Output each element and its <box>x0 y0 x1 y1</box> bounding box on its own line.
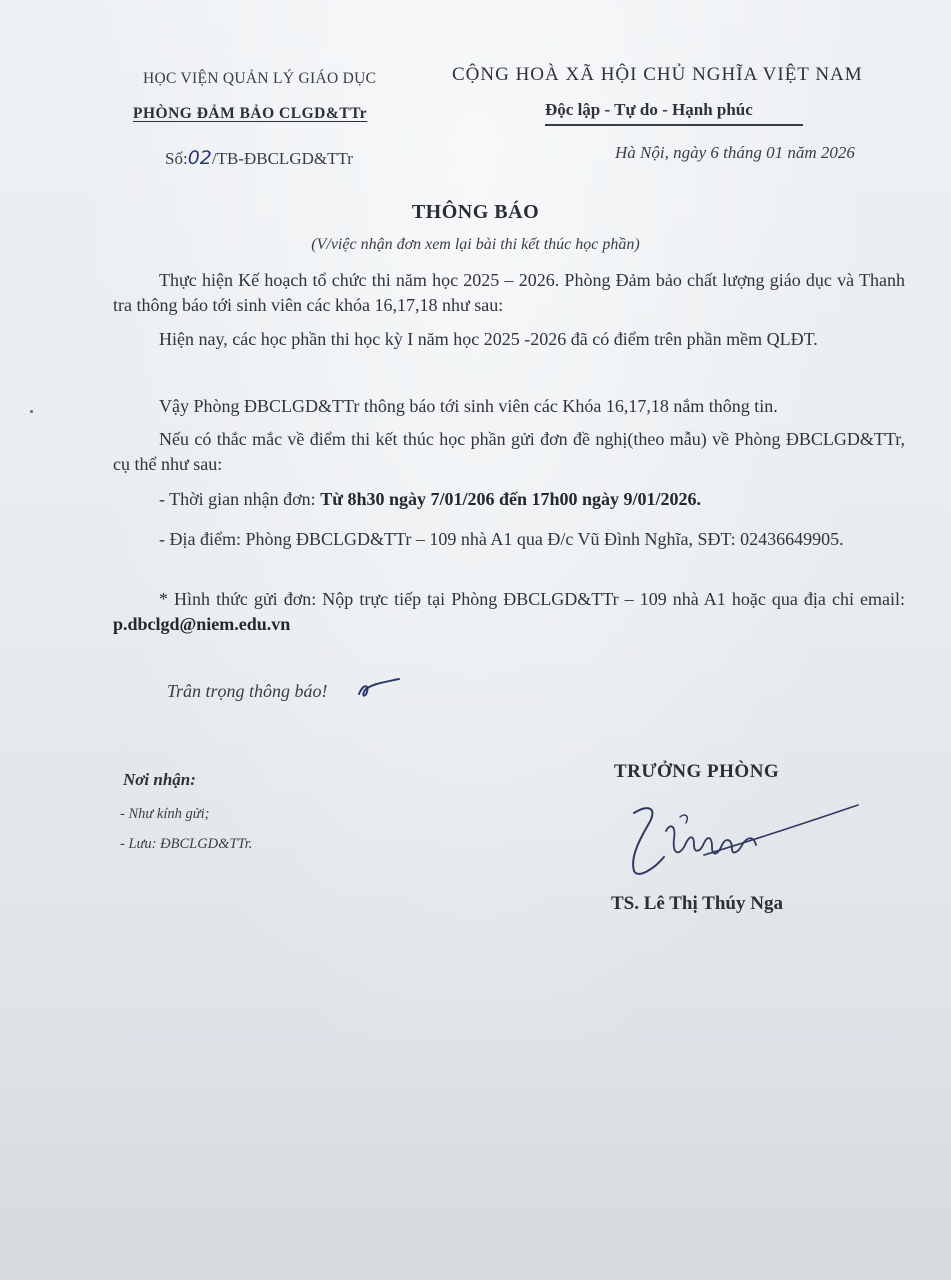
doc-number-handwritten: 02 <box>187 147 212 169</box>
motto-underline <box>545 124 803 126</box>
signer-name: TS. Lê Thị Thúy Nga <box>611 893 783 914</box>
document-title: THÔNG BÁO <box>411 201 540 223</box>
signer-title: TRƯỞNG PHÒNG <box>614 761 780 782</box>
body-paragraph-2 <box>113 327 905 352</box>
receiving-location-text: - Địa điểm: Phòng ĐBCLGD&TTr – 109 nhà A1 qua Đ/c Vũ Đình Nghĩa, SĐT: 02436649905. <box>159 529 844 549</box>
department-name <box>133 105 367 123</box>
organization-name: HỌC VIỆN QUẢN LÝ GIÁO DỤC <box>143 70 377 87</box>
receiving-time <box>113 487 905 512</box>
body-paragraph-1 <box>113 268 905 318</box>
document-number <box>165 147 353 169</box>
receiving-time-value: Từ 8h30 ngày 7/01/206 đến 17h00 ngày 9/01/2026. <box>320 489 702 509</box>
submission-method-label: * Hình thức gửi đơn: Nộp trực tiếp tại Phòng ĐBCLGD&TTr – 109 nhà A1 hoặc qua địa chỉ email: <box>159 589 905 609</box>
closing-pen-mark <box>355 676 405 702</box>
nation-heading: CỘNG HOÀ XÃ HỘI CHỦ NGHĨA VIỆT NAM <box>452 64 863 85</box>
body-paragraph-4 <box>113 427 905 477</box>
recipient-item: - Lưu: ĐBCLGD&TTr. <box>120 836 253 852</box>
national-motto: Độc lập - Tự do - Hạnh phúc <box>545 100 753 119</box>
body-paragraph-3 <box>113 394 905 419</box>
body-paragraph-4-text: Nếu có thắc mắc về điểm thi kết thúc học phần gửi đơn đề nghị(theo mẫu) về Phòng ĐBCLGD&TTr, cụ thể như sau: <box>113 429 905 474</box>
contact-email: p.dbclgd@niem.edu.vn <box>113 614 291 634</box>
place-date: Hà Nội, ngày 6 tháng 01 năm 2026 <box>615 143 855 162</box>
body-paragraph-1-text: Thực hiện Kế hoạch tổ chức thi năm học 2025 – 2026. Phòng Đảm bảo chất lượng giáo dục và Thanh tra thông báo tới sinh viên các khóa 16,17,18 như sau: <box>113 270 905 315</box>
doc-number-suffix: /TB-ĐBCLGD&TTr <box>211 149 353 168</box>
body-paragraph-3-text: Vậy Phòng ĐBCLGD&TTr thông báo tới sinh viên các Khóa 16,17,18 nắm thông tin. <box>159 396 778 416</box>
department-name-text: PHÒNG ĐẢM BẢO CLGD&TTr <box>133 105 368 122</box>
submission-method <box>113 587 905 637</box>
handwritten-signature <box>620 795 870 885</box>
body-paragraph-2-text: Hiện nay, các học phần thi học kỳ I năm học 2025 -2026 đã có điểm trên phần mềm QLĐT. <box>159 329 818 349</box>
paper-speck <box>30 410 33 413</box>
receiving-location <box>113 527 905 552</box>
recipient-item: - Như kính gửi; <box>120 806 210 822</box>
document-subtitle: (V/việc nhận đơn xem lại bài thi kết thúc học phần) <box>311 236 640 253</box>
recipients-heading: Nơi nhận: <box>123 770 196 789</box>
closing-remark: Trân trọng thông báo! <box>167 681 328 701</box>
receiving-time-label: - Thời gian nhận đơn: <box>159 489 321 509</box>
doc-number-prefix: Số: <box>165 149 188 168</box>
